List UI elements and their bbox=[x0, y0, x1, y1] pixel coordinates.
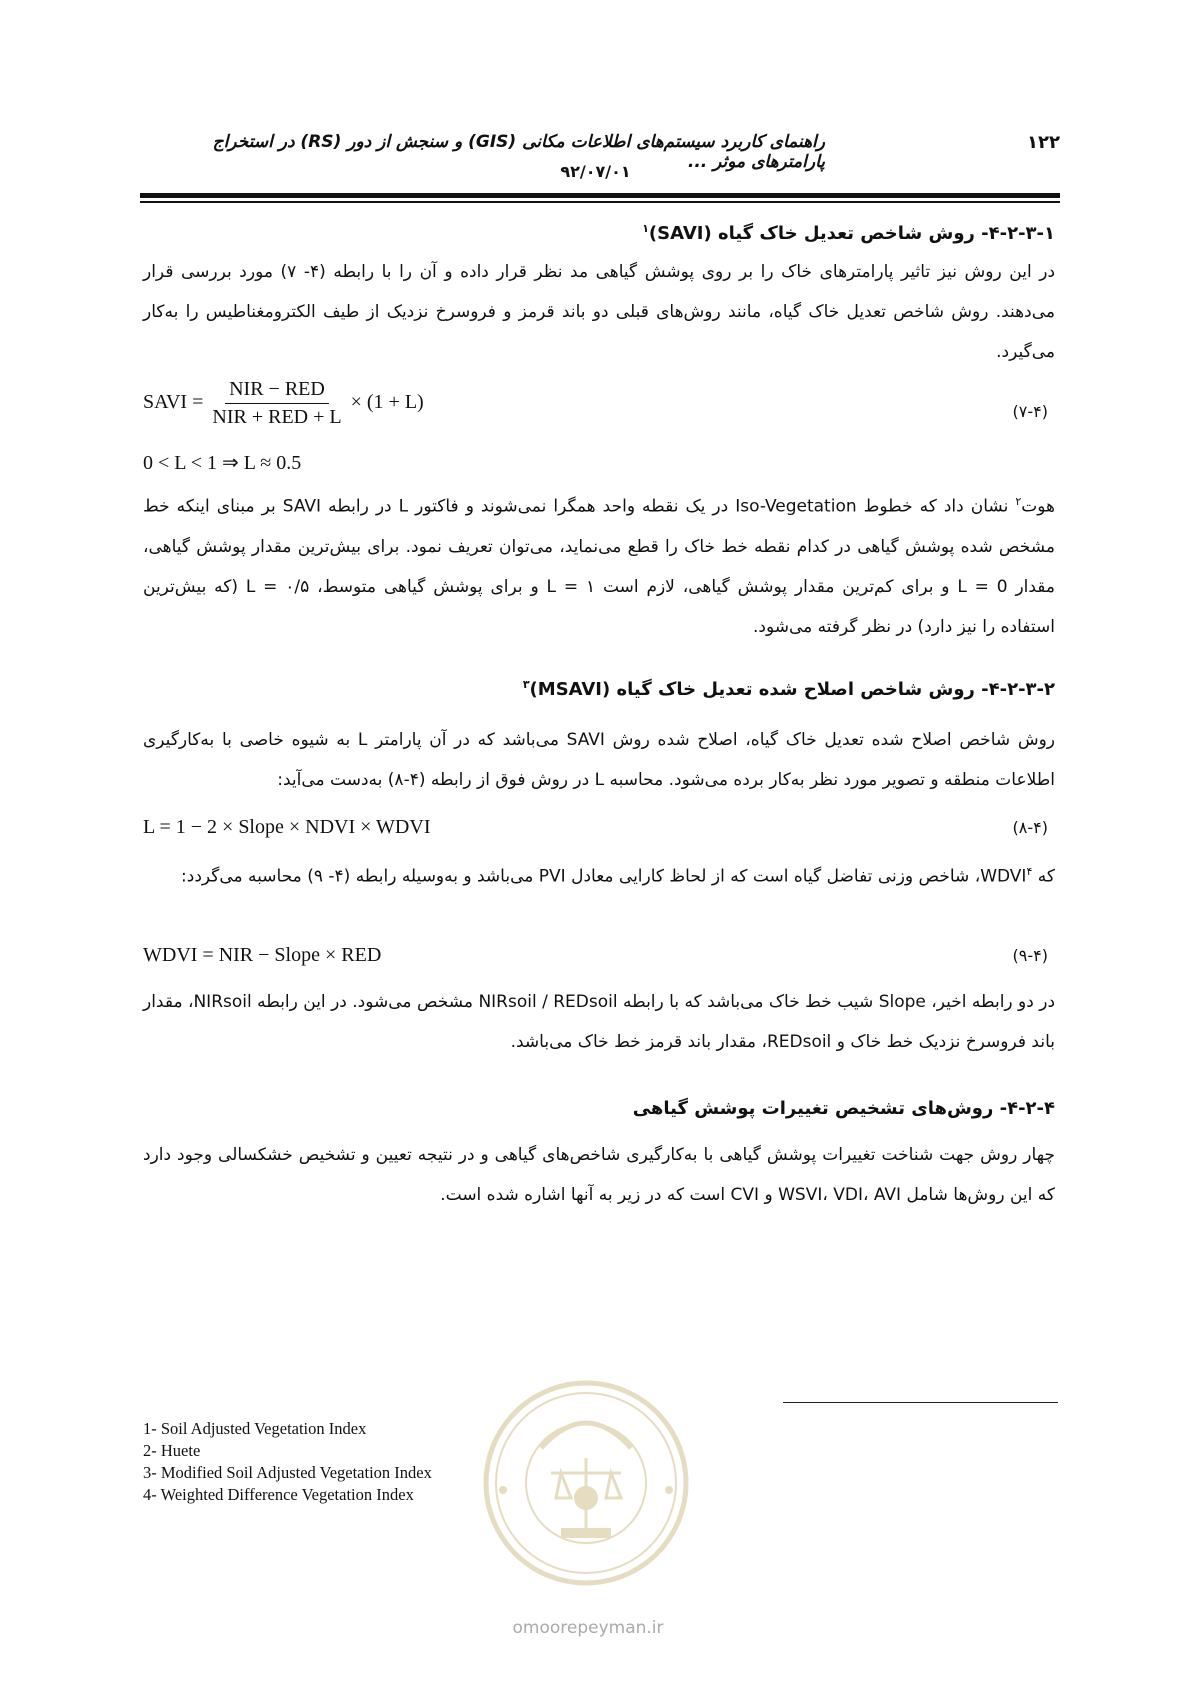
footnote-3: 3- Modified Soil Adjusted Vegetation Index bbox=[143, 1463, 432, 1482]
footnote-ref-3: ۳ bbox=[522, 678, 530, 691]
equation-savi-fraction bbox=[212, 378, 341, 429]
equation-savi bbox=[143, 378, 424, 429]
equation-savi-lhs: SAVI = bbox=[143, 391, 204, 414]
section-heading-msavi-text: ۴-۲-۳-۲- روش شاخص اصلاح شده تعدیل خاک گیاه (MSAVI) bbox=[529, 679, 1055, 700]
section-heading-change-detection: ۴-۲-۴- روش‌های تشخیص تغییرات پوشش گیاهی bbox=[632, 1098, 1055, 1119]
equation-l: L = 1 − 2 × Slope × NDVI × WDVI bbox=[143, 816, 431, 838]
section-heading-msavi bbox=[140, 678, 1055, 700]
paragraph-huete bbox=[143, 482, 1055, 647]
equation-savi-rhs: × (1 + L) bbox=[350, 391, 424, 414]
paragraph-savi-intro: در این روش نیز تاثیر پارامترهای خاک را بر روی پوشش گیاهی مد نظر قرار داده و آن را با رابطه (۴- ۷) مورد بررسی قرار می‌دهند. روش شاخص تعدیل خاک گیاه، مانند روش‌های قبلی دو باند قرمز و فروسرخ نزدیک از طیف الکترومغناطیس را به‌کار می‌گیرد. bbox=[143, 262, 1056, 362]
paragraph-slope: در دو رابطه اخیر، Slope شیب خط خاک می‌باشد که با رابطه NIRsoil / REDsoil مشخص می‌شود. در این رابطه NIRsoil، مقدار باند فروسرخ نزدیک خط خاک و REDsoil، مقدار باند قرمز خط خاک می‌باشد. bbox=[143, 992, 1056, 1052]
watermark-seal bbox=[481, 1378, 691, 1588]
seal-icon bbox=[481, 1378, 691, 1588]
header-rule-thick bbox=[140, 193, 1060, 198]
paragraph-huete-part-a: هوت bbox=[1021, 496, 1056, 517]
watermark-url: omoorepeyman.ir bbox=[512, 1618, 664, 1638]
equation-label-7: (۷-۴) bbox=[1012, 402, 1048, 421]
section-heading-savi bbox=[140, 222, 1055, 244]
equation-label-9: (۹-۴) bbox=[1012, 946, 1048, 965]
paragraph-msavi-intro: روش شاخص اصلاح شده تعدیل خاک گیاه، اصلاح شده روش SAVI می‌باشد که در آن پارامتر L به شیوه خاصی با به‌کارگیری اطلاعات منطقه و تصویر مورد نظر به‌کار برده می‌شود. محاسبه L در روش فوق از رابطه (۴-۸) به‌دست می‌آید: bbox=[143, 730, 1055, 790]
equation-condition: 0 < L < 1 ⇒ L ≈ 0.5 bbox=[143, 452, 302, 474]
equation-wdvi: WDVI = NIR − Slope × RED bbox=[143, 944, 382, 966]
footnote-ref-4: ۴ bbox=[1026, 865, 1033, 878]
footnote-separator bbox=[783, 1402, 1058, 1403]
footnote-ref-1: ۱ bbox=[642, 222, 649, 235]
paragraph-wdvi bbox=[143, 852, 1055, 897]
paragraph-change-detection: چهار روش جهت شناخت تغییرات پوشش گیاهی با به‌کارگیری شاخص‌های گیاهی و در نتیجه تعیین و تشخیص خشکسالی وجود دارد که این روش‌ها شامل WSVI، VDI، AVI و CVI است که در زیر به آنها اشاره شده است. bbox=[143, 1145, 1055, 1205]
equation-label-8: (۸-۴) bbox=[1012, 818, 1048, 837]
equation-savi-numerator: NIR − RED bbox=[225, 378, 329, 404]
paragraph-wdvi-part-a: که WDVI bbox=[980, 866, 1055, 887]
running-header-title: راهنمای کاربرد سیستم‌های اطلاعات مکانی (GIS) و سنجش از دور (RS) در استخراج پارامترهای موثر ... bbox=[212, 132, 825, 172]
footnote-4: 4- Weighted Difference Vegetation Index bbox=[143, 1485, 414, 1504]
header-date: ۹۲/۰۷/۰۱ bbox=[560, 162, 631, 181]
equation-savi-denominator: NIR + RED + L bbox=[212, 406, 342, 428]
paragraph-wdvi-part-b: ، شاخص وزنی تفاضل گیاه است که از لحاظ کارایی معادل PVI می‌باشد و به‌وسیله رابطه (۴- ۹) محاسبه می‌گردد: bbox=[181, 866, 981, 887]
footnotes bbox=[143, 1418, 432, 1506]
footnote-1: 1- Soil Adjusted Vegetation Index bbox=[143, 1419, 367, 1438]
footnote-2: 2- Huete bbox=[143, 1441, 201, 1460]
page-number: ۱۲۲ bbox=[1027, 132, 1060, 153]
paragraph-huete-part-b: نشان داد که خطوط Iso-Vegetation در یک نقطه واحد همگرا نمی‌شوند و فاکتور L در رابطه SAVI بر مبنای اینکه خط مشخص شده پوشش گیاهی در کدام نقطه خط خاک را قطع می‌نماید، می‌توان تعریف نمود. برای بیش‌ترین مقدار پوشش گیاهی، مقدار L = 0 و برای کم‌ترین مقدار پوشش گیاهی، لازم است L = ۱ و برای پوشش گیاهی متوسط، L = ۰/۵ (که بیش‌ترین استفاده را نیز دارد) در نظر گرفته می‌شود. bbox=[143, 496, 1056, 637]
footnote-ref-2: ۲ bbox=[1015, 495, 1022, 508]
section-heading-savi-text: ۴-۲-۳-۱- روش شاخص تعدیل خاک گیاه (SAVI) bbox=[648, 223, 1055, 244]
header-rule-thin bbox=[140, 201, 1060, 203]
